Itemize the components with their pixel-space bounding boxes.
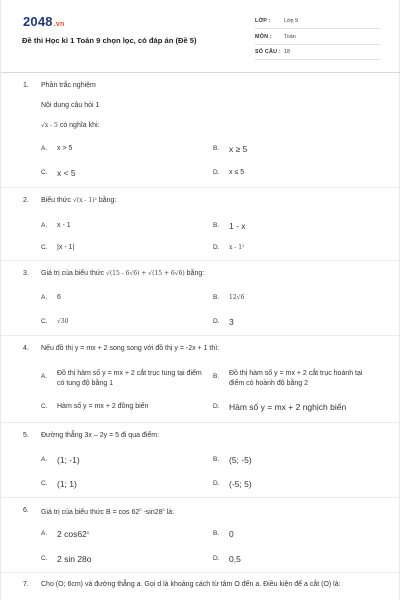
- info-label: MÔN :: [255, 34, 272, 40]
- question-condition: √x - 5 có nghĩa khi:: [41, 122, 100, 129]
- question-text: Đường thẳng 3x – 2y = 5 đi qua điểm:: [41, 432, 160, 439]
- question-number: 3.: [23, 270, 29, 277]
- question-separator: [1, 572, 400, 573]
- info-value: Lớp 9: [284, 18, 299, 24]
- info-label: SỐ CÂU :: [255, 49, 281, 55]
- exam-title: Đề thi Học kì 1 Toán 9 chọn lọc, có đáp án (Đề 5): [22, 36, 197, 45]
- question-number: 1.: [23, 82, 29, 89]
- question-number: 2.: [23, 197, 29, 204]
- question-separator: [1, 335, 400, 336]
- question-text: Cho (O; 6cm) và đường thẳng a. Gọi d là khoảng cách từ tâm O đến a. Điều kiện để a cắt (O) là:: [41, 581, 341, 588]
- info-row-count: [255, 46, 380, 60]
- info-row-class: [255, 15, 380, 29]
- question-number: 4.: [23, 345, 29, 352]
- question-separator: [1, 260, 400, 261]
- question-subtitle: Nội dung câu hỏi 1: [41, 102, 100, 109]
- question-separator: [1, 187, 400, 188]
- info-value: 18: [284, 49, 290, 55]
- site-logo[interactable]: 2048.vn: [23, 14, 65, 29]
- info-value: Toán: [284, 34, 296, 40]
- question-number: 5.: [23, 432, 29, 439]
- question-text: Biểu thức √(x - 1)² bằng:: [41, 197, 117, 204]
- question-separator: [1, 497, 400, 498]
- question-number: 7.: [23, 581, 29, 588]
- info-row-subject: [255, 31, 380, 45]
- page-header: [1, 0, 400, 70]
- question-text: Phần trắc nghiệm: [41, 82, 96, 89]
- question-separator: [1, 422, 400, 423]
- question-number: 6.: [23, 507, 29, 514]
- question-text: Giá trị của biểu thức $B = \cos 62^0$ $-\sin 28^0$ là:: [41, 507, 175, 516]
- header-divider: [1, 72, 400, 73]
- question-text: Nếu đồ thị y = mx + 2 song song với đồ thị y = -2x + 1 thì:: [41, 345, 220, 352]
- exam-page: 2048.vn Đề thi Học kì 1 Toán 9 chọn lọc, có đáp án (Đề 5) LỚP : Lớp 9 MÔN : Toán SỐ CÂU : 18 1. Phần trắc nghiệm Nội dung câu hỏi 1 √x - 5 có nghĩa khi: A. x > 5 B. x ≥ 5 C. x < 5 D. x ≤ 5 2. Biểu thức √(x - 1)² bằng: A. x - 1 B. 1 - x C. |x - 1| D. x - 1² 3. Giá trị của biểu thức √(15 - 6√6) + √(15 + 6√6) bằng: A. 6 B. 12√6 C. √30 D. 3 4. Nếu đồ thị y = mx + 2 song song với đồ thị y = -2x + 1 thì: A. Đồ thị hàm số y = mx + 2 cắt trục tung tại điểm có tung độ bằng 1 B. Đồ thị hàm số y = mx + 2 cắt trục hoành tại điểm có hoành độ bằng 2 C. Hàm số y = mx + 2 đồng biến D. Hàm số y = mx + 2 nghịch biến 5. Đường thẳng 3x – 2y = 5 đi qua điểm: A. (1; -1) B. (5; -5) C. (1; 1) D. (-5; 5) 6. Giá trị của biểu thức $B = \cos 62^0$ $-\sin 28^0$ là: A. 2 $\cos 62^0$ B. 0 C. 2 sin 28o D. 0,5 7. Cho (O; 6cm) và đường thẳng a. Gọi d là khoảng cách từ tâm O đến a. Điều kiện để a cắt (O) là:: [0, 0, 400, 600]
- info-label: LỚP :: [255, 18, 271, 24]
- question-text: Giá trị của biểu thức √(15 - 6√6) + √(15 + 6√6) bằng:: [41, 270, 205, 277]
